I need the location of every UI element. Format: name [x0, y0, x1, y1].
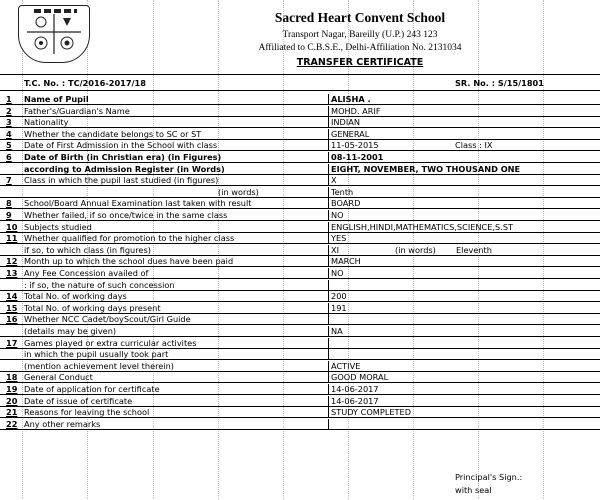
field-number: 2	[6, 105, 12, 116]
field-row	[0, 129, 600, 140]
field-label: Date of Birth (in Christian era) (in Figures)	[24, 152, 222, 162]
field-value: MOHD. ARIF	[331, 105, 381, 116]
field-row	[0, 419, 600, 430]
field-row	[0, 396, 600, 407]
field-value: GENERAL	[331, 128, 370, 139]
field-number: 9	[6, 210, 12, 220]
field-row	[0, 210, 600, 221]
field-label: Nationality	[24, 117, 69, 128]
field-value: YES	[331, 233, 347, 244]
header-divider	[0, 74, 600, 75]
field-number: 22	[6, 418, 18, 429]
field-number: 18	[6, 372, 18, 383]
field-row	[0, 198, 600, 209]
field-row	[0, 233, 600, 244]
document-header	[0, 0, 600, 76]
field-number: 20	[6, 395, 18, 406]
principal-seal-label: with seal	[455, 485, 492, 495]
field-number: 3	[6, 117, 12, 128]
field-row	[0, 326, 600, 337]
field-row	[0, 187, 600, 198]
field-value: GOOD MORAL	[331, 372, 389, 383]
field-row	[0, 152, 600, 163]
field-value: 14-06-2017	[331, 395, 379, 406]
field-number: 15	[6, 302, 18, 313]
field-row	[0, 268, 600, 279]
principal-signature-label: Principal's Sign.:	[455, 472, 523, 482]
field-label: Subjects studied	[24, 221, 92, 232]
field-number: 14	[6, 291, 18, 302]
field-label: General Conduct	[24, 372, 93, 383]
field-value: NO	[331, 210, 344, 220]
header-divider	[0, 90, 600, 91]
field-value: XI	[331, 244, 340, 255]
field-label: (mention achievement level therein)	[24, 360, 174, 371]
field-row	[0, 303, 600, 314]
field-label: (in words)	[218, 186, 259, 197]
field-label: Whether failed, if so once/twice in the same class	[24, 210, 228, 220]
field-label: Class in which the pupil last studied (in figures)	[24, 175, 219, 186]
field-label: Name of Pupil	[24, 94, 89, 104]
field-extra-value: Class : IX	[455, 140, 493, 151]
field-row	[0, 117, 600, 128]
field-row	[0, 349, 600, 360]
field-number: 8	[6, 198, 12, 209]
field-row	[0, 140, 600, 151]
field-label: Whether qualified for promotion to the higher class	[24, 233, 235, 244]
field-value: 14-06-2017	[331, 384, 379, 394]
field-number: 12	[6, 256, 18, 267]
field-label: Total No. of working days present	[24, 302, 161, 313]
field-row	[0, 291, 600, 302]
field-label: according to Admission Register (in Words)	[24, 163, 225, 174]
school-affiliation: Affiliated to C.B.S.E., Delhi-Affiliation No. 2131034	[258, 43, 462, 53]
field-label: Date of issue of certificate	[24, 395, 133, 406]
field-label: Date of First Admission in the School with class	[24, 140, 218, 151]
field-value: BOARD	[331, 198, 361, 209]
field-row	[0, 94, 600, 105]
sr-number: SR. No. : S/15/1801	[455, 78, 544, 88]
field-row	[0, 314, 600, 325]
field-number: 6	[6, 152, 12, 162]
field-label: Any Fee Concession availed of	[24, 268, 149, 278]
field-label: Whether NCC Cadet/boyScout/Girl Guide	[24, 314, 191, 325]
field-label: : if so, the nature of such concession	[24, 279, 175, 290]
field-value: STUDY COMPLETED	[331, 407, 412, 418]
field-value: 11-05-2015	[331, 140, 379, 151]
field-number: 16	[6, 314, 18, 325]
field-value: INDIAN	[331, 117, 360, 128]
field-number: 1	[6, 94, 12, 104]
field-label: (details may be given)	[24, 326, 117, 336]
certificate-title: TRANSFER CERTIFICATE	[296, 57, 424, 68]
field-extra-value: Eleventh	[456, 244, 492, 255]
field-row	[0, 280, 600, 291]
school-name: Sacred Heart Convent School	[274, 10, 446, 25]
field-row	[0, 222, 600, 233]
school-address: Transport Nagar, Bareilly (U.P.) 243 123	[282, 30, 438, 40]
field-value: EIGHT, NOVEMBER, TWO THOUSAND ONE	[331, 163, 521, 174]
field-value: 200	[331, 291, 347, 302]
field-words-label: (in words)	[395, 244, 436, 255]
field-row	[0, 175, 600, 186]
field-number: 4	[6, 128, 12, 139]
field-value: NA	[331, 326, 343, 336]
field-value: ENGLISH,HINDI,MATHEMATICS,SCIENCE,S.ST	[331, 221, 514, 232]
field-value: 08-11-2001	[331, 152, 384, 162]
field-label: Games played or extra curricular activites	[24, 337, 197, 348]
field-label: Any other remarks	[24, 418, 101, 429]
field-label: Father's/Guardian's Name	[24, 105, 130, 116]
field-number: 11	[6, 233, 18, 244]
field-number: 19	[6, 384, 18, 394]
field-value: NO	[331, 268, 344, 278]
school-crest-logo	[18, 5, 90, 63]
field-row	[0, 164, 600, 175]
field-number: 10	[6, 221, 18, 232]
field-value: MARCH	[331, 256, 361, 267]
field-row	[0, 338, 600, 349]
field-number: 13	[6, 268, 18, 278]
field-label: Total No. of working days	[24, 291, 127, 302]
field-row	[0, 361, 600, 372]
field-value: X	[331, 175, 337, 186]
field-label: Whether the candidate belongs to SC or ST	[24, 128, 202, 139]
field-number: 5	[6, 140, 12, 151]
field-label: Reasons for leaving the school	[24, 407, 150, 418]
field-row	[0, 106, 600, 117]
field-number: 17	[6, 337, 18, 348]
field-label: Month up to which the school dues have been paid	[24, 256, 234, 267]
field-value: Tenth	[331, 186, 354, 197]
field-row	[0, 407, 600, 418]
field-label: in which the pupil usually took part	[24, 349, 169, 360]
field-label: if so, to which class (in figures)	[24, 244, 151, 255]
field-row	[0, 384, 600, 395]
field-row	[0, 372, 600, 383]
field-value: ALISHA .	[331, 94, 371, 104]
field-number: 7	[6, 175, 12, 186]
row-divider	[0, 429, 600, 430]
field-row	[0, 245, 600, 256]
field-row	[0, 256, 600, 267]
field-label: Date of application for certificate	[24, 384, 160, 394]
field-number: 21	[6, 407, 18, 418]
field-value: 191	[331, 302, 347, 313]
field-value: ACTIVE	[331, 360, 361, 371]
tc-number: T.C. No. : TC/2016-2017/18	[24, 78, 146, 88]
field-label: School/Board Annual Examination last taken with result	[24, 198, 252, 209]
